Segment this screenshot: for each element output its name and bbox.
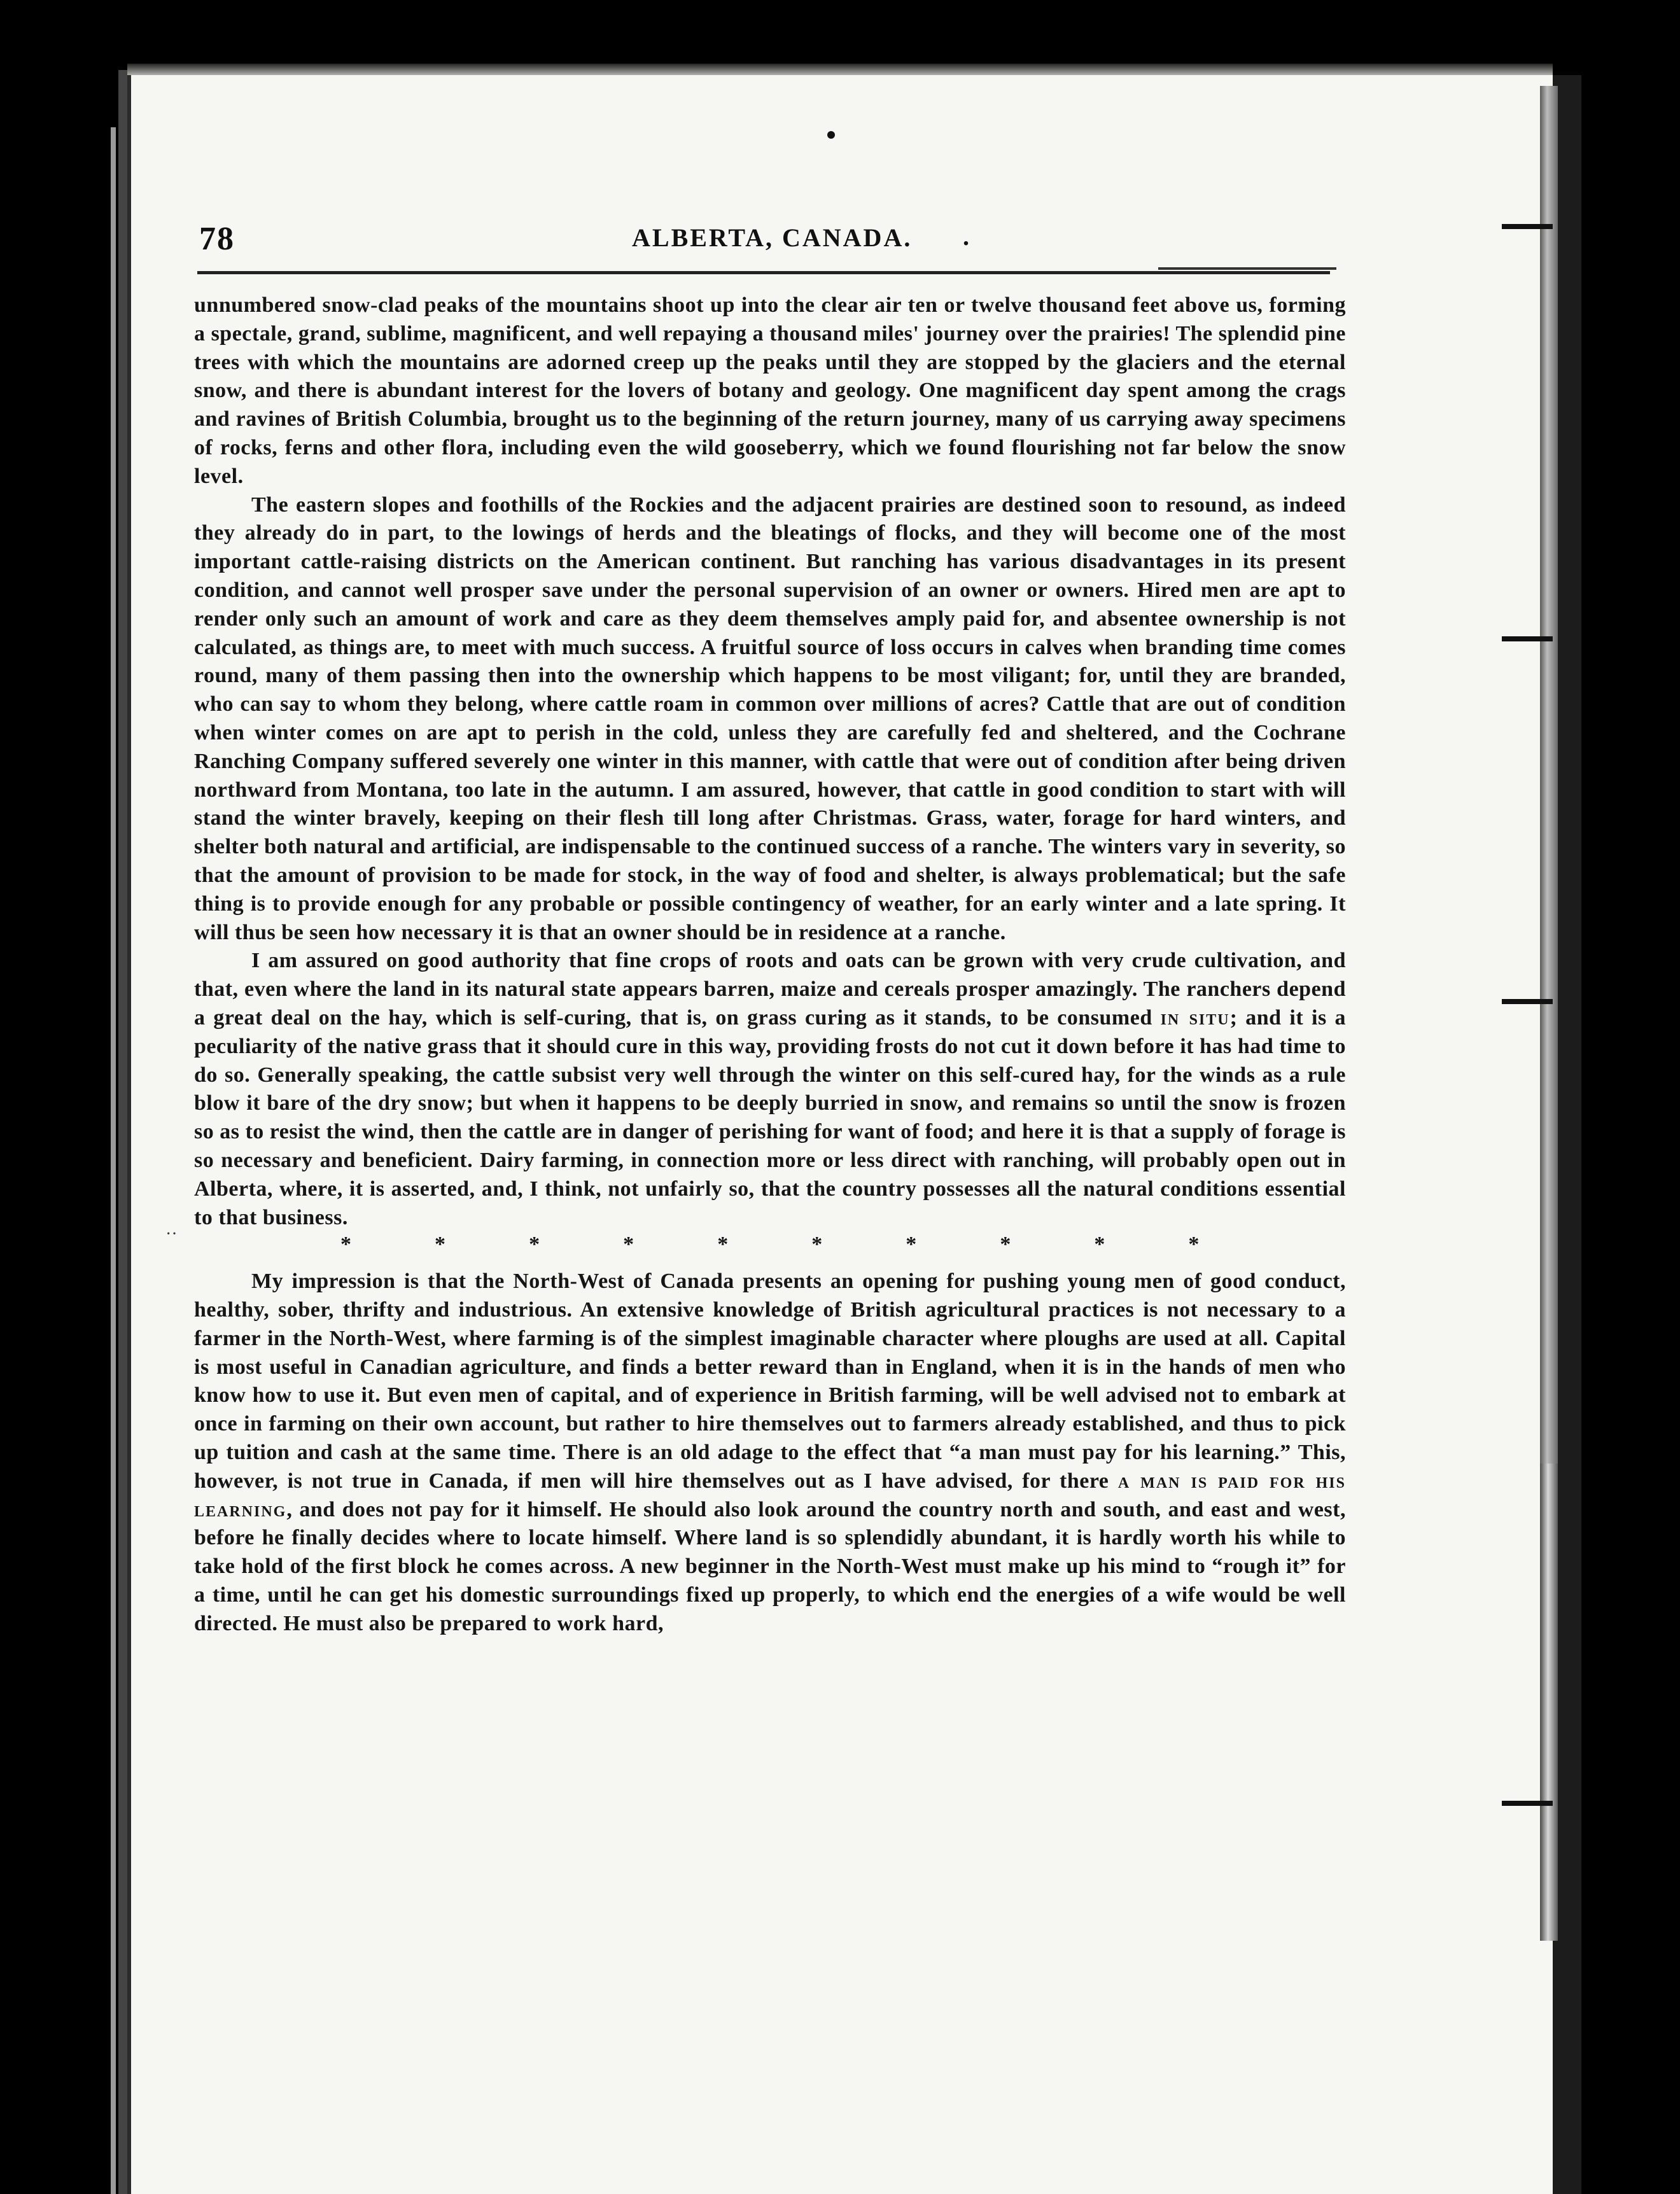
paragraph: My impression is that the North-West of Canada presents an opening for pushing young men of good conduct, healthy, sober, thrifty and industrious. An extensive knowledge of British agricultural practices is not necessary to a farmer in the North-West, where farming is of the simplest imaginable character where ploughs are used at all. Capital is most useful in Canadian agriculture, and finds a better reward than in England, when it is in the hands of men who know how to use it. But even men of capital, and of experience in British farming, will be well advised not to embark at once in farming on their own account, but rather to hire themselves out to farmers already established, and thus to pick up tuition and cash at the same time. There is an old adage to the effect that “a man must pay for his learning.” This, however, is not true in Canada, if men will hire themselves out as I have advised, for there a man is paid for his learning, and does not pay for it himself. He should also look around the country north and south, and east and west, before he finally decides where to locate himself. Where land is so splendidly abundant, it is hardly worth his while to take hold of the first block he comes across. A new beginner in the North-West must make up his mind to “rough it” for a time, until he can get his domestic surroundings fixed up properly, to which end the energies of a wife would be well directed. He must also be prepared to work hard, [194,1269,1346,1635]
star: * [811,1233,823,1257]
paragraph: unnumbered snow-clad peaks of the mountains shoot up into the clear air ten or twelve thousand feet above us, forming a spectale, grand, sublime, magnificent, and well repaying a thousand miles' journey over the prairies! The splendid pine trees with which the mountains are adorned creep up the peaks until they are stopped by the glaciers and the eternal snow, and there is abundant interest for the lovers of botany and geology. One magnificent day spent among the crags and ravines of British Columbia, brought us to the beginning of the return journey, many of us carrying away specimens of rocks, ferns and other flora, including even the wild gooseberry, which we found flourishing not far below the snow level. [194,293,1346,488]
star: * [623,1233,634,1257]
star: * [1000,1233,1011,1257]
binding-tie [1502,636,1553,641]
header-rule-end [1158,267,1336,270]
star: * [1094,1233,1105,1257]
star: * [906,1233,917,1257]
header-rule [197,271,1330,274]
binding-tie [1502,999,1553,1004]
small-caps-phrase: a man is paid for his learning [194,1469,1346,1521]
body-text [194,291,1346,1639]
binding-tie [1502,1801,1553,1806]
section-break-stars [194,1232,1346,1259]
margin-mark: ·· [165,1224,178,1244]
running-head [199,220,1345,265]
ink-dot [827,131,835,139]
binding-strip-lower [1540,1464,1558,1941]
binding-strip [1540,86,1558,1677]
star: * [435,1233,446,1257]
page-left-edge [118,70,127,2194]
header-dot: . [963,222,969,251]
binding-tie [1502,224,1553,229]
small-caps-phrase: in situ [1160,1005,1230,1030]
paragraph: I am assured on good authority that fine crops of roots and oats can be grown with very crude cultivation, and that, even where the land in its natural state appears barren, maize and cereals prosper amazingly. The ranchers depend a great deal on the hay, which is self-curing, that is, on grass curing as it stands, to be consumed in situ; and it is a peculiarity of the native grass that it should cure in this way, providing frosts do not cut it down before it has had time to do so. Generally speaking, the cattle subsist very well through the winter on this self-cured hay, for the winds as a rule blow it bare of the dry snow; but when it happens to be deeply burried in snow, and remains so until the snow is frozen so as to resist the wind, then the cattle are in danger of perishing for want of food; and here it is that a supply of forage is so necessary and beneficient. Dairy farming, in connection more or less direct with ranching, will probably open out in Alberta, where, it is asserted, and, I think, not unfairly so, that the country possesses all the natural conditions essential to that business. [194,949,1346,1229]
star: * [529,1233,540,1257]
star: * [340,1233,352,1257]
film-edge [111,127,116,2194]
page-title: ALBERTA, CANADA. [632,223,913,252]
paragraph: The eastern slopes and foothills of the Rockies and the adjacent prairies are destined soon to resound, as indeed they already do in part, to the lowings of herds and the bleatings of flocks, and they will become one of the most important cattle-raising districts on the American continent. But ranching has various disadvantages in its present condition, and cannot well prosper save under the personal supervision of an owner or owners. Hired men are apt to render only such an amount of work and care as they deem themselves amply paid for, and absentee ownership is not calculated, as things are, to meet with much success. A fruitful source of loss occurs in calves when branding time comes round, many of them passing then into the ownership which happens to be most viligant; for, until they are branded, who can say to whom they belong, where cattle roam in common over millions of acres? Cattle that are out of condition when winter comes on are apt to perish in the cold, unless they are carefully fed and sheltered, and the Cochrane Ranching Company suffered severely one winter in this manner, with cattle that were out of condition after being driven northward from Montana, too late in the autumn. I am assured, however, that cattle in good condition to start with will stand the winter bravely, keeping on their flesh till long after Christmas. Grass, water, forage for hard winters, and shelter both natural and artificial, are indispensable to the continued success of a ranche. The winters vary in severity, so that the amount of provision to be made for stock, in the way of food and shelter, is always problematical; but the safe thing is to provide enough for any probable or possible contingency of weather, for an early winter and a late spring. It will thus be seen how necessary it is that an owner should be in residence at a ranche. [194,493,1346,944]
star: * [717,1233,729,1257]
page-number: 78 [199,221,235,257]
star: * [1188,1233,1200,1257]
